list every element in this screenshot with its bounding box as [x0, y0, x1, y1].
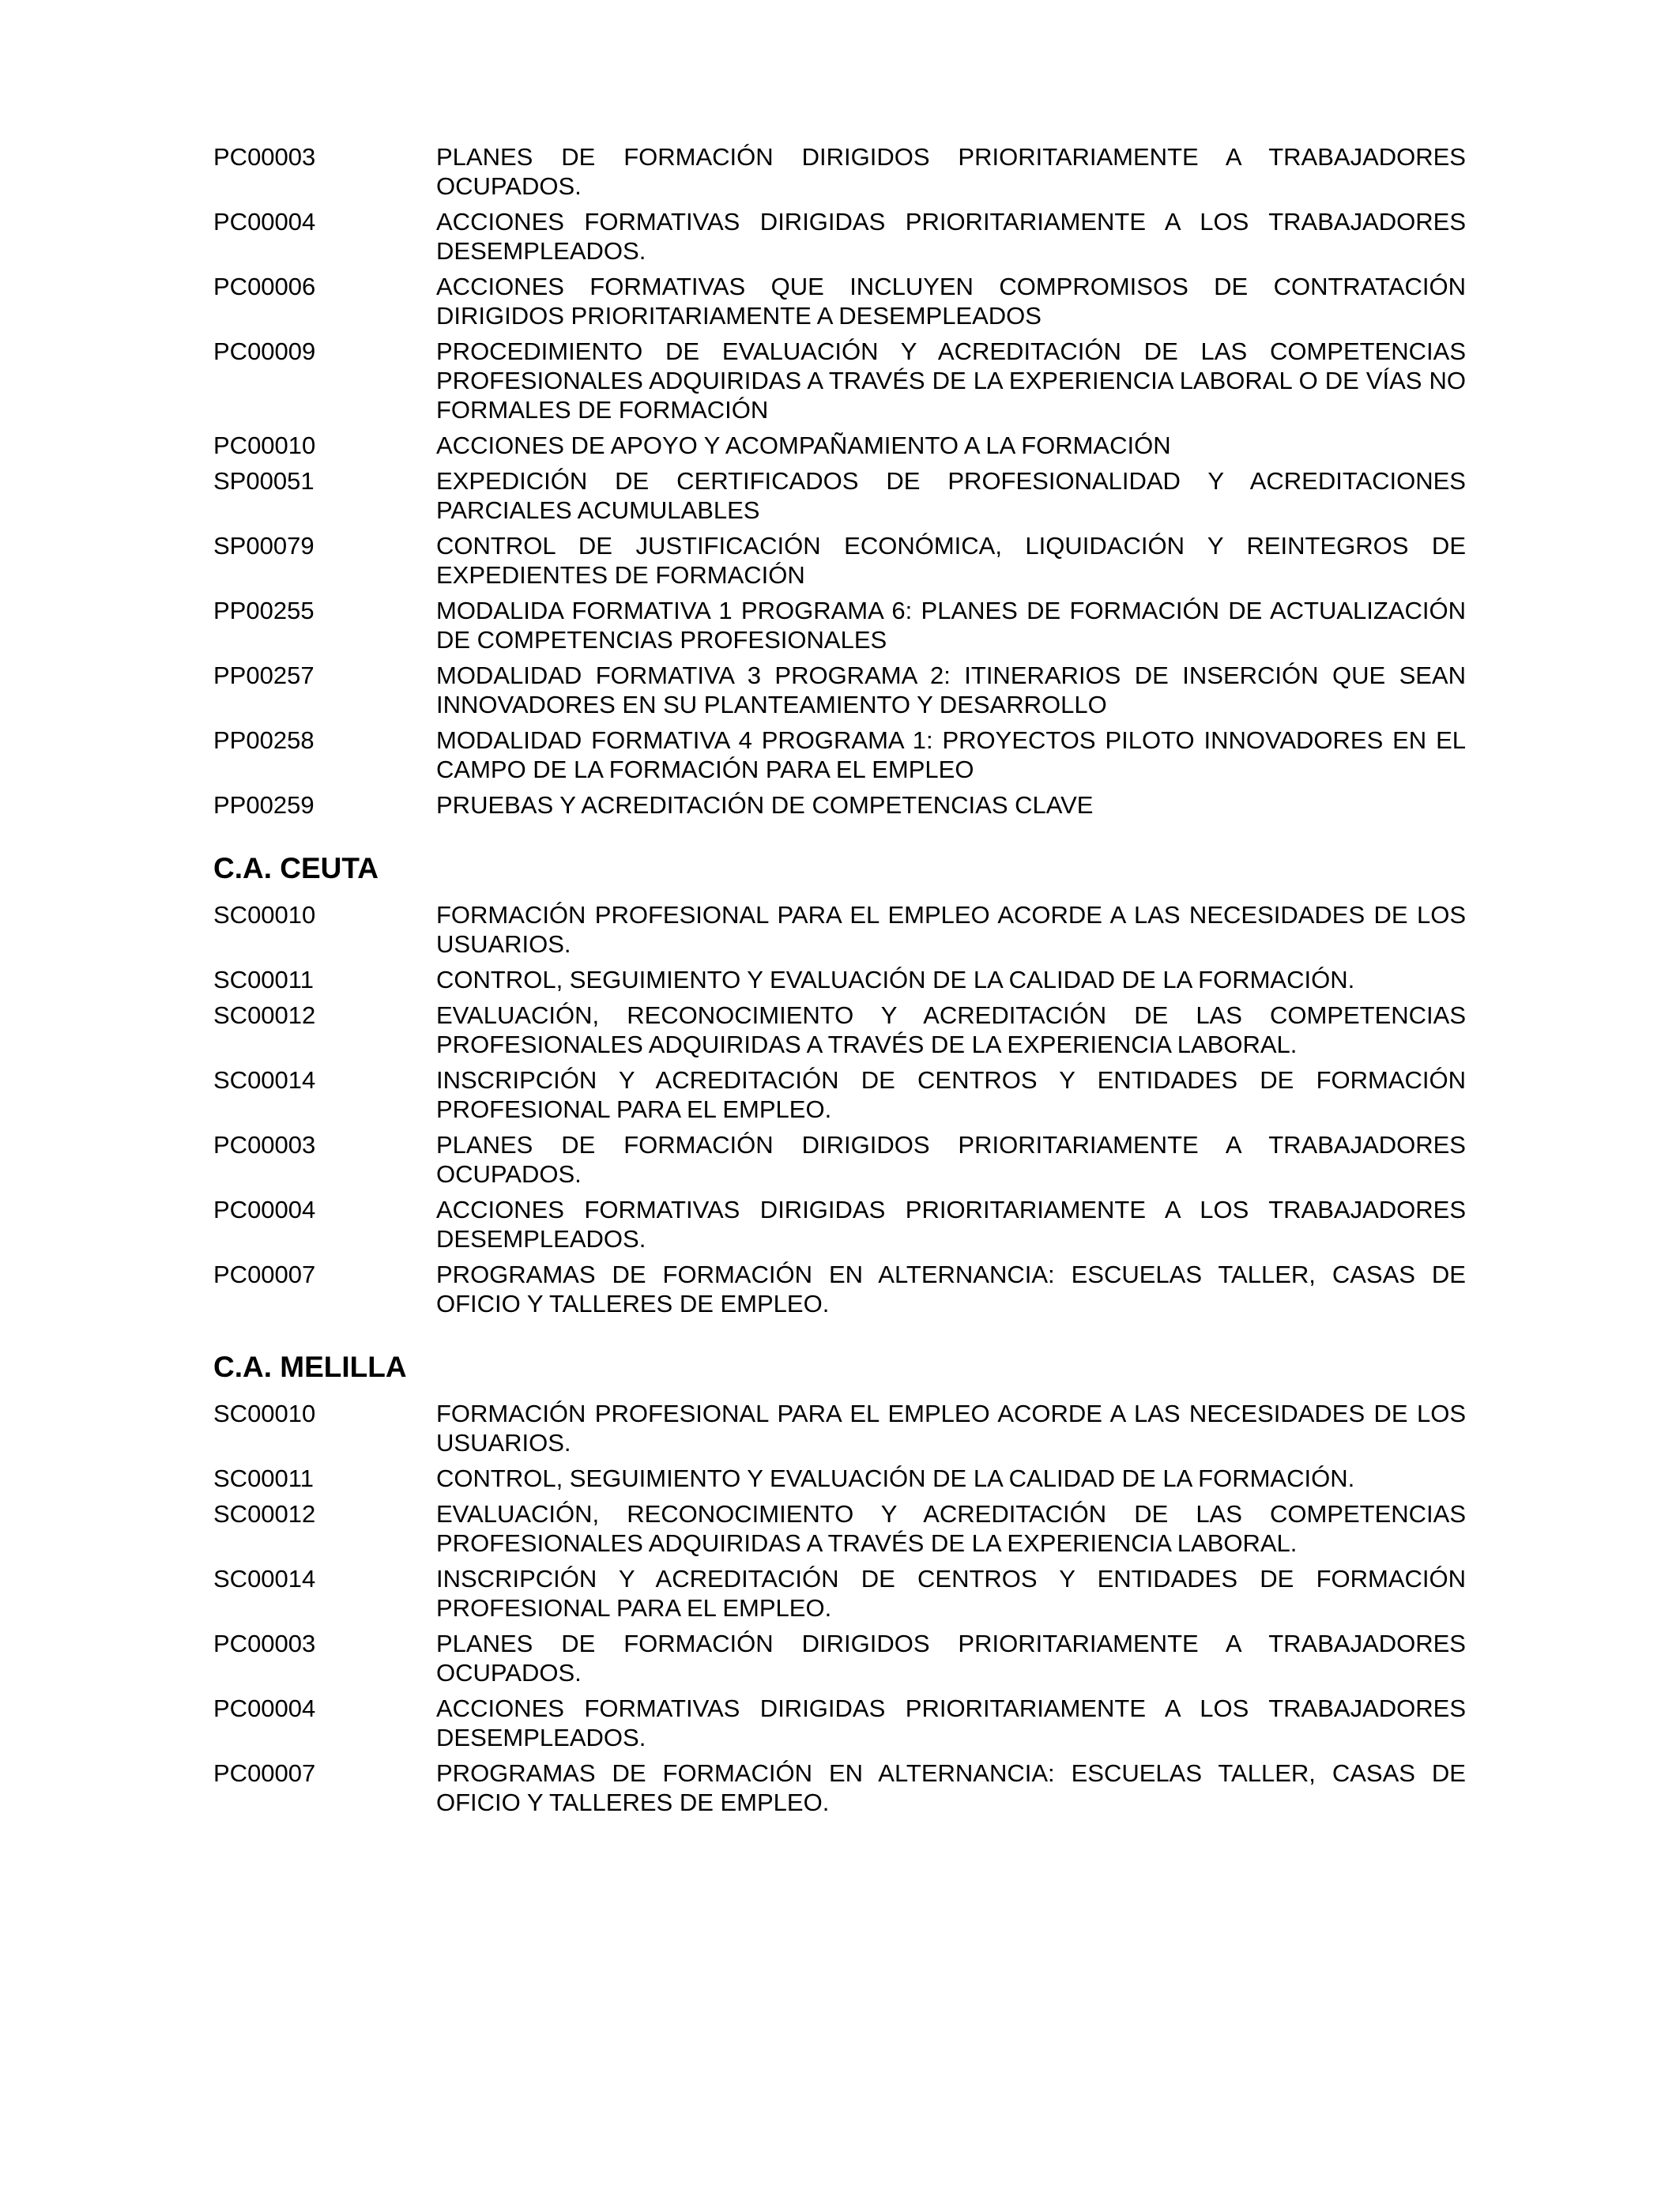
list-item — [213, 337, 1466, 424]
item-description: FORMACIÓN PROFESIONAL PARA EL EMPLEO ACORDE A LAS NECESIDADES DE LOS USUARIOS. — [436, 1400, 1466, 1457]
item-description: PROCEDIMIENTO DE EVALUACIÓN Y ACREDITACIÓN DE LAS COMPETENCIAS PROFESIONALES ADQUIRIDAS A TRAVÉS DE LA EXPERIENCIA LABORAL O DE VÍAS NO FORMALES DE FORMACIÓN — [436, 337, 1466, 424]
list-item — [213, 661, 1466, 719]
item-description: MODALIDAD FORMATIVA 4 PROGRAMA 1: PROYECTOS PILOTO INNOVADORES EN EL CAMPO DE LA FORMACIÓN PARA EL EMPLEO — [436, 726, 1466, 783]
item-description: PLANES DE FORMACIÓN DIRIGIDOS PRIORITARIAMENTE A TRABAJADORES OCUPADOS. — [436, 1630, 1466, 1687]
list-item — [213, 965, 1466, 994]
item-code: PP00257 — [213, 662, 315, 689]
item-code: PP00258 — [213, 726, 315, 754]
list-item — [213, 272, 1466, 330]
item-code: SC00014 — [213, 1565, 316, 1593]
item-description: PROGRAMAS DE FORMACIÓN EN ALTERNANCIA: ESCUELAS TALLER, CASAS DE OFICIO Y TALLERES DE EMPLEO. — [436, 1261, 1466, 1318]
item-code: PC00004 — [213, 1695, 316, 1722]
list-item — [213, 531, 1466, 590]
item-description: CONTROL, SEGUIMIENTO Y EVALUACIÓN DE LA CALIDAD DE LA FORMACIÓN. — [436, 966, 1355, 993]
item-description: EVALUACIÓN, RECONOCIMIENTO Y ACREDITACIÓN DE LAS COMPETENCIAS PROFESIONALES ADQUIRIDAS A TRAVÉS DE LA EXPERIENCIA LABORAL. — [436, 1001, 1466, 1058]
item-description: MODALIDA FORMATIVA 1 PROGRAMA 6: PLANES DE FORMACIÓN DE ACTUALIZACIÓN DE COMPETENCIAS PROFESIONALES — [436, 597, 1466, 654]
list-item — [213, 726, 1466, 784]
item-code: SC00011 — [213, 1465, 314, 1492]
list-item — [213, 1399, 1466, 1457]
item-description: PLANES DE FORMACIÓN DIRIGIDOS PRIORITARIAMENTE A TRABAJADORES OCUPADOS. — [436, 143, 1466, 200]
section-heading: C.A. CEUTA — [213, 852, 379, 884]
item-code: PC00007 — [213, 1261, 316, 1288]
item-description: PROGRAMAS DE FORMACIÓN EN ALTERNANCIA: ESCUELAS TALLER, CASAS DE OFICIO Y TALLERES DE EMPLEO. — [436, 1759, 1466, 1816]
item-description: EXPEDICIÓN DE CERTIFICADOS DE PROFESIONALIDAD Y ACREDITACIONES PARCIALES ACUMULABLES — [436, 467, 1466, 524]
item-description: PLANES DE FORMACIÓN DIRIGIDOS PRIORITARIAMENTE A TRABAJADORES OCUPADOS. — [436, 1131, 1466, 1188]
list-item — [213, 466, 1466, 525]
item-code: SP00051 — [213, 467, 315, 495]
item-code: PC00007 — [213, 1759, 316, 1787]
item-code: PP00255 — [213, 597, 315, 624]
item-code: SC00012 — [213, 1001, 316, 1029]
list-item — [213, 1260, 1466, 1318]
list-item — [213, 1759, 1466, 1817]
list-item — [213, 790, 1466, 820]
item-code: SC00014 — [213, 1066, 316, 1094]
list-item — [213, 207, 1466, 266]
item-description: PRUEBAS Y ACREDITACIÓN DE COMPETENCIAS CLAVE — [436, 791, 1094, 819]
list-item — [213, 596, 1466, 654]
item-code: PC00009 — [213, 337, 316, 365]
list-item — [213, 142, 1466, 201]
list-item — [213, 1195, 1466, 1253]
item-code: PC00010 — [213, 432, 316, 459]
item-description: INSCRIPCIÓN Y ACREDITACIÓN DE CENTROS Y ENTIDADES DE FORMACIÓN PROFESIONAL PARA EL EMPLEO. — [436, 1066, 1466, 1123]
code-list — [213, 142, 1466, 820]
item-code: SC00010 — [213, 901, 316, 929]
list-item — [213, 1065, 1466, 1124]
list-item — [213, 1564, 1466, 1623]
item-description: INSCRIPCIÓN Y ACREDITACIÓN DE CENTROS Y ENTIDADES DE FORMACIÓN PROFESIONAL PARA EL EMPLEO. — [436, 1565, 1466, 1622]
item-code: PC00003 — [213, 1630, 316, 1657]
document-page — [213, 142, 1466, 1823]
list-item — [213, 900, 1466, 959]
section-heading: C.A. MELILLA — [213, 1351, 407, 1383]
list-item — [213, 1499, 1466, 1558]
item-code: PC00004 — [213, 208, 316, 236]
item-description: MODALIDAD FORMATIVA 3 PROGRAMA 2: ITINERARIOS DE INSERCIÓN QUE SEAN INNOVADORES EN SU PLANTEAMIENTO Y DESARROLLO — [436, 662, 1466, 718]
item-description: ACCIONES FORMATIVAS DIRIGIDAS PRIORITARIAMENTE A LOS TRABAJADORES DESEMPLEADOS. — [436, 1196, 1466, 1253]
item-code: PC00006 — [213, 273, 316, 300]
item-code: PC00003 — [213, 1131, 316, 1159]
list-item — [213, 1629, 1466, 1687]
list-item — [213, 1694, 1466, 1752]
item-code: PC00003 — [213, 143, 316, 171]
item-description: CONTROL, SEGUIMIENTO Y EVALUACIÓN DE LA CALIDAD DE LA FORMACIÓN. — [436, 1465, 1355, 1492]
item-description: ACCIONES DE APOYO Y ACOMPAÑAMIENTO A LA FORMACIÓN — [436, 432, 1171, 459]
item-description: ACCIONES FORMATIVAS DIRIGIDAS PRIORITARIAMENTE A LOS TRABAJADORES DESEMPLEADOS. — [436, 1695, 1466, 1751]
item-code: SC00012 — [213, 1500, 316, 1528]
code-list — [213, 1399, 1466, 1817]
item-description: EVALUACIÓN, RECONOCIMIENTO Y ACREDITACIÓN DE LAS COMPETENCIAS PROFESIONALES ADQUIRIDAS A TRAVÉS DE LA EXPERIENCIA LABORAL. — [436, 1500, 1466, 1557]
item-description: ACCIONES FORMATIVAS DIRIGIDAS PRIORITARIAMENTE A LOS TRABAJADORES DESEMPLEADOS. — [436, 208, 1466, 265]
item-code: SC00010 — [213, 1400, 316, 1427]
list-item — [213, 1464, 1466, 1493]
item-description: ACCIONES FORMATIVAS QUE INCLUYEN COMPROMISOS DE CONTRATACIÓN DIRIGIDOS PRIORITARIAMENTE A DESEMPLEADOS — [436, 273, 1466, 330]
list-item — [213, 431, 1466, 460]
code-list — [213, 900, 1466, 1318]
item-code: PP00259 — [213, 791, 315, 819]
item-description: FORMACIÓN PROFESIONAL PARA EL EMPLEO ACORDE A LAS NECESIDADES DE LOS USUARIOS. — [436, 901, 1466, 958]
list-item — [213, 1001, 1466, 1059]
item-code: SP00079 — [213, 532, 315, 560]
item-code: SC00011 — [213, 966, 314, 993]
item-code: PC00004 — [213, 1196, 316, 1223]
item-description: CONTROL DE JUSTIFICACIÓN ECONÓMICA, LIQUIDACIÓN Y REINTEGROS DE EXPEDIENTES DE FORMACIÓN — [436, 532, 1466, 589]
list-item — [213, 1130, 1466, 1189]
